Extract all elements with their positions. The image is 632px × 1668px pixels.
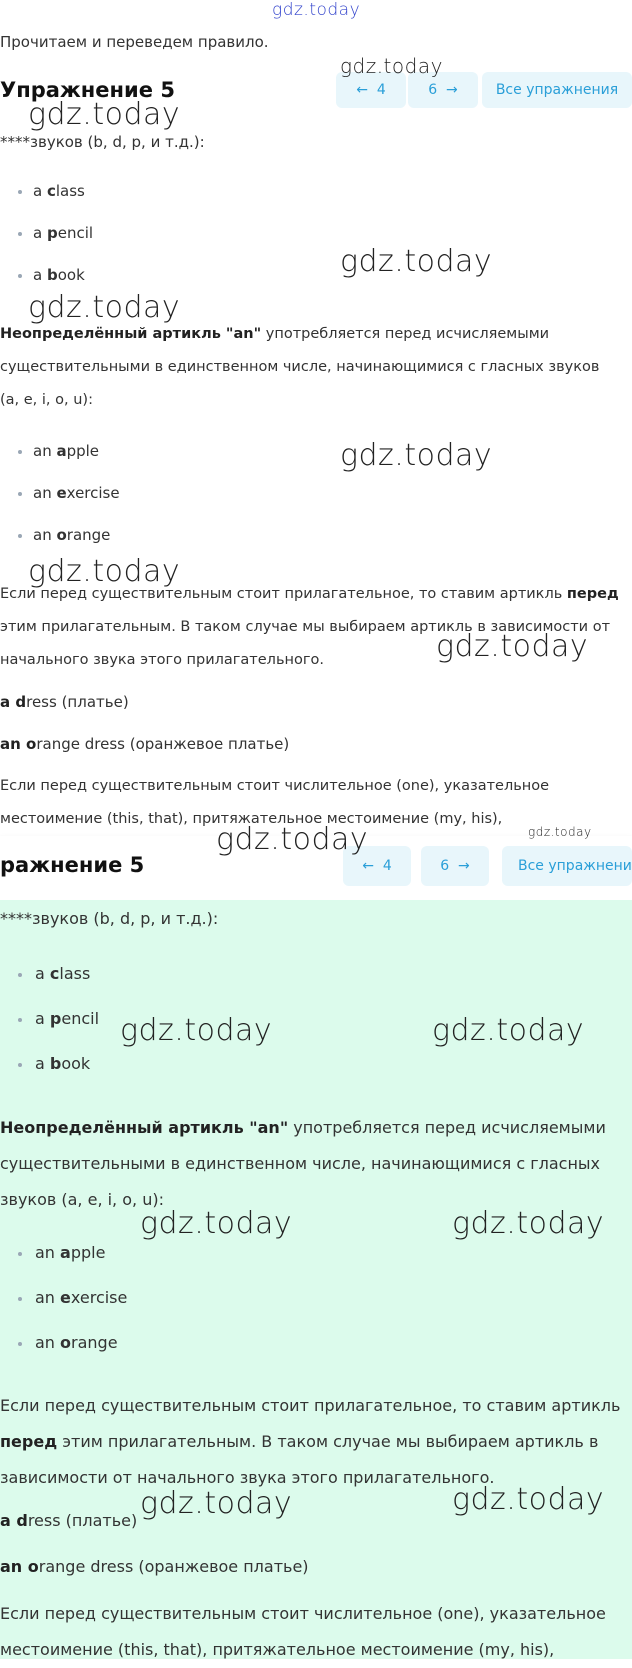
example-orange-dress-2: an orange dress (оранжевое платье) (0, 1557, 309, 1576)
watermark: gdz.today (28, 290, 181, 325)
watermark: gdz.today (340, 54, 443, 78)
adj-rule-2-line3: зависимости от начального звука этого прилагательного. (0, 1468, 495, 1487)
an-rule-2-line3: звуков (a, e, i, o, u): (0, 1190, 164, 1209)
watermark-top: gdz.today (272, 0, 361, 20)
watermark: gdz.today (28, 554, 181, 589)
prev-label: 4 (376, 82, 386, 98)
arrow-left-icon: ← (362, 858, 383, 874)
consonant-intro: ****звуков (b, d, p, и т.д.): (0, 133, 205, 151)
watermark: gdz.today (216, 822, 369, 857)
all-exercises-label: Все упражнения (495, 82, 619, 98)
num-rule-2-line2: местоимение (this, that), притяжательное местоимение (my, his), (0, 1640, 555, 1659)
an-rule-line3: (a, e, i, o, u): (0, 392, 93, 408)
an-rule-line1: Неопределённый артикль "an" употребляется перед исчисляемыми (0, 326, 550, 342)
arrow-right-icon: → (449, 858, 470, 874)
example-dress: a dress (платье) (0, 693, 129, 711)
all-exercises-button[interactable] (482, 72, 632, 108)
watermark: gdz.today (436, 629, 589, 664)
all-exercises-label: Все упражнени (518, 858, 632, 874)
adj-rule-line3: начального звука этого прилагательного. (0, 652, 324, 668)
consonant-intro-2: ****звуков (b, d, p, и т.д.): (0, 909, 219, 928)
num-rule-2-line1: Если перед существительным стоит числительное (one), указательное (0, 1604, 606, 1623)
watermark: gdz.today (452, 1206, 605, 1241)
arrow-left-icon: ← (356, 82, 377, 98)
an-rule-line2: существительными в единственном числе, начинающимися с гласных звуков (0, 359, 600, 375)
watermark: gdz.today (528, 825, 592, 839)
sticky-all-button[interactable] (502, 846, 632, 886)
watermark: gdz.today (432, 1013, 585, 1048)
watermark: gdz.today (340, 438, 493, 473)
an-rule-2-line2: существительными в единственном числе, начинающимися с гласных (0, 1154, 600, 1173)
arrow-right-icon: → (437, 82, 458, 98)
sticky-title: ражнение 5 (0, 853, 145, 877)
adj-rule-2-line1: Если перед существительным стоит прилагательное, то ставим артикль (0, 1396, 621, 1415)
watermark: gdz.today (140, 1486, 293, 1521)
next-label: 6 (428, 82, 438, 98)
example-dress-2: a dress (платье) (0, 1511, 138, 1530)
watermark: gdz.today (120, 1013, 273, 1048)
adj-rule-line2: этим прилагательным. В таком случае мы выбираем артикль в зависимости от (0, 619, 611, 635)
example-orange-dress: an orange dress (оранжевое платье) (0, 735, 290, 753)
watermark: gdz.today (452, 1482, 605, 1517)
prev-label: 4 (382, 858, 392, 874)
watermark: gdz.today (28, 97, 181, 132)
watermark: gdz.today (140, 1206, 293, 1241)
page-title: Упражнение 5 (0, 78, 175, 102)
adj-rule-line1: Если перед существительным стоит прилагательное, то ставим артикль перед (0, 586, 619, 602)
sticky-next-button[interactable] (421, 846, 489, 886)
num-rule-line2: местоимение (this, that), притяжательное местоимение (my, his), (0, 811, 503, 827)
intro-text: Прочитаем и переведем правило. (0, 33, 269, 51)
an-rule-2-line1: Неопределённый артикль "an" употребляется перед исчисляемыми (0, 1118, 606, 1137)
num-rule-line1: Если перед существительным стоит числительное (one), указательное (0, 778, 550, 794)
watermark: gdz.today (340, 244, 493, 279)
next-label: 6 (440, 858, 450, 874)
adj-rule-2-line2: перед этим прилагательным. В таком случае мы выбираем артикль в (0, 1432, 599, 1451)
